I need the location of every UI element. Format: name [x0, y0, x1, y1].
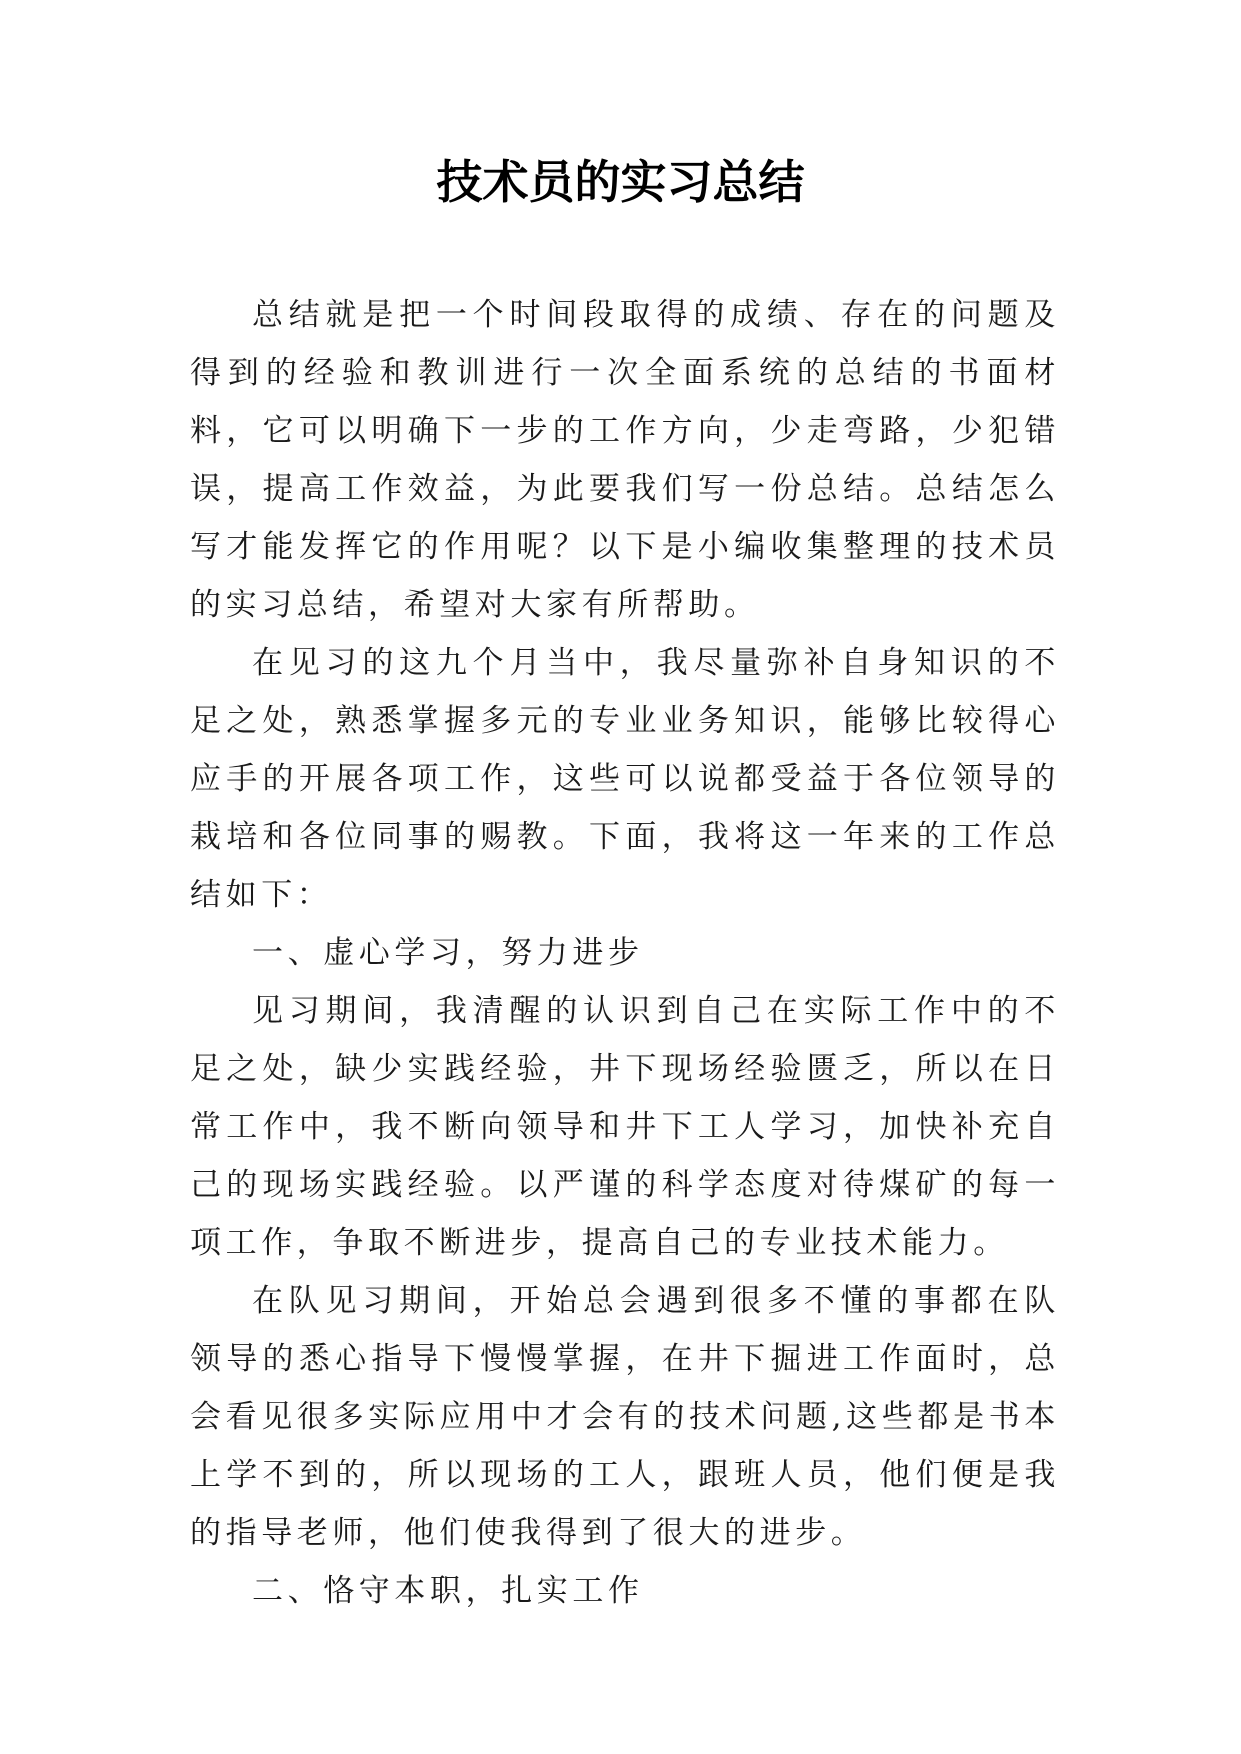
overview-paragraph: 在见习的这九个月当中，我尽量弥补自身知识的不足之处，熟悉掌握多元的专业业务知识，能够比较得心应手的开展各项工作，这些可以说都受益于各位领导的栽培和各位同事的赐教。下面，我将这一年来的工作总结如下：: [190, 645, 1060, 913]
section-1-paragraph-2: 在队见习期间，开始总会遇到很多不懂的事都在队领导的悉心指导下慢慢掌握，在井下掘进工作面时，总会看见很多实际应用中才会有的技术问题,这些都是书本上学不到的，所以现场的工人，跟班人员，他们便是我的指导老师，他们使我得到了很大的进步。: [190, 1283, 1060, 1551]
section-1-paragraph-1: 见习期间，我清醒的认识到自己在实际工作中的不足之处，缺少实践经验，井下现场经验匮乏，所以在日常工作中，我不断向领导和井下工人学习，加快补充自己的现场实践经验。以严谨的科学态度对待煤矿的每一项工作，争取不断进步，提高自己的专业技术能力。: [190, 993, 1060, 1261]
section-heading-1: 一、虚心学习，努力进步: [252, 935, 644, 971]
document-title: 技术员的实习总结: [436, 155, 805, 209]
section-heading-2: 二、恪守本职，扎实工作: [252, 1573, 644, 1609]
intro-paragraph: 总结就是把一个时间段取得的成绩、存在的问题及得到的经验和教训进行一次全面系统的总结的书面材料，它可以明确下一步的工作方向，少走弯路，少犯错误，提高工作效益，为此要我们写一份总结。总结怎么写才能发挥它的作用呢？以下是小编收集整理的技术员的实习总结，希望对大家有所帮助。: [190, 297, 1060, 623]
document-body: [190, 286, 1060, 1620]
